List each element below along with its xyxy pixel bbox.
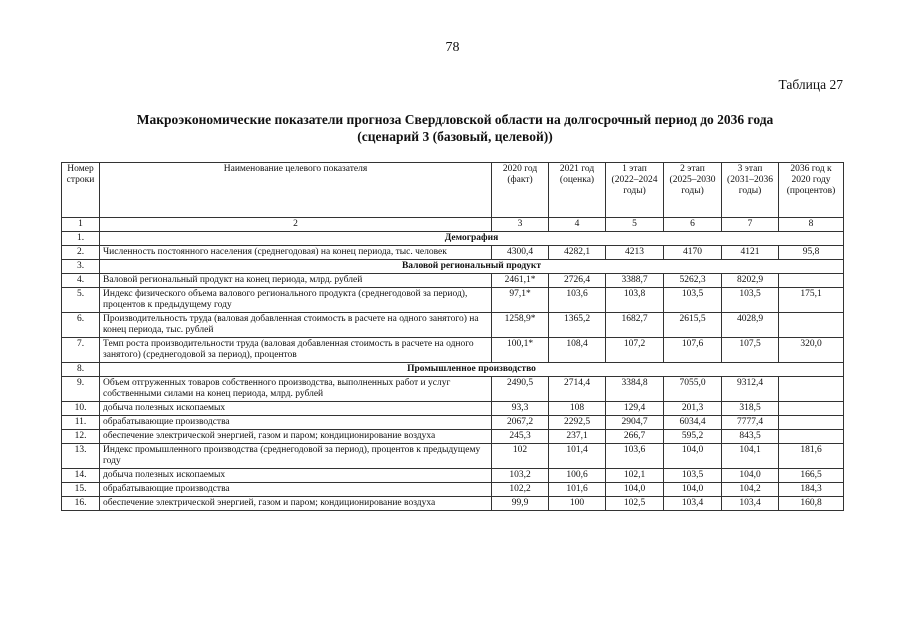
row-number: 14. xyxy=(62,469,100,483)
indicator-name: обеспечение электрической энергией, газом и паром; кондиционирование воздуха xyxy=(100,430,492,444)
column-number: 1 xyxy=(62,218,100,232)
value-cell: 2714,4 xyxy=(549,377,606,402)
value-cell: 101,4 xyxy=(549,444,606,469)
value-cell: 318,5 xyxy=(722,402,779,416)
table-row xyxy=(62,402,844,416)
value-cell: 245,3 xyxy=(492,430,549,444)
column-number: 5 xyxy=(606,218,664,232)
value-cell xyxy=(779,377,844,402)
value-cell: 103,5 xyxy=(664,469,722,483)
indicator-name: Индекс промышленного производства (среднегодовой за период), процентов к предыдущему году xyxy=(100,444,492,469)
value-cell: 7055,0 xyxy=(664,377,722,402)
table-row xyxy=(62,430,844,444)
value-cell: 320,0 xyxy=(779,338,844,363)
value-cell: 108 xyxy=(549,402,606,416)
indicator-name: Индекс физического объема валового регионального продукта (среднегодовой за период), процентов к предыдущему году xyxy=(100,288,492,313)
value-cell: 101,6 xyxy=(549,483,606,497)
value-cell: 9312,4 xyxy=(722,377,779,402)
header-2021: 2021 год (оценка) xyxy=(549,163,606,218)
column-number: 3 xyxy=(492,218,549,232)
value-cell: 103,4 xyxy=(722,497,779,511)
row-number: 4. xyxy=(62,274,100,288)
value-cell: 104,0 xyxy=(606,483,664,497)
indicator-name: Темп роста производительности труда (валовая добавленная стоимость в расчете на одного занятого) (среднегодовой за период), процентов xyxy=(100,338,492,363)
value-cell: 103,5 xyxy=(722,288,779,313)
section-title: Промышленное производство xyxy=(100,363,844,377)
row-number: 3. xyxy=(62,260,100,274)
table-row xyxy=(62,246,844,260)
section-title: Демография xyxy=(100,232,844,246)
value-cell: 103,2 xyxy=(492,469,549,483)
row-number: 12. xyxy=(62,430,100,444)
row-number: 10. xyxy=(62,402,100,416)
value-cell xyxy=(779,274,844,288)
value-cell: 181,6 xyxy=(779,444,844,469)
row-number: 5. xyxy=(62,288,100,313)
table-label: Таблица 27 xyxy=(778,77,843,92)
value-cell: 2067,2 xyxy=(492,416,549,430)
value-cell xyxy=(779,313,844,338)
row-number: 8. xyxy=(62,363,100,377)
indicator-name: Численность постоянного населения (среднегодовая) на конец периода, тыс. человек xyxy=(100,246,492,260)
value-cell: 8202,9 xyxy=(722,274,779,288)
value-cell: 100,6 xyxy=(549,469,606,483)
value-cell: 103,4 xyxy=(664,497,722,511)
value-cell: 95,8 xyxy=(779,246,844,260)
row-number: 9. xyxy=(62,377,100,402)
value-cell: 2292,5 xyxy=(549,416,606,430)
title-line-1: Макроэкономические показатели прогноза Свердловской области на долгосрочный период до 2036 года xyxy=(136,112,774,127)
value-cell: 3388,7 xyxy=(606,274,664,288)
value-cell: 93,3 xyxy=(492,402,549,416)
value-cell: 104,1 xyxy=(722,444,779,469)
row-number: 16. xyxy=(62,497,100,511)
value-cell: 2461,1* xyxy=(492,274,549,288)
value-cell: 184,3 xyxy=(779,483,844,497)
value-cell: 102,5 xyxy=(606,497,664,511)
value-cell: 266,7 xyxy=(606,430,664,444)
value-cell: 4213 xyxy=(606,246,664,260)
indicator-name: Объем отгруженных товаров собственного производства, выполненных работ и услуг собственными силами на конец периода, млрд. рублей xyxy=(100,377,492,402)
value-cell: 103,8 xyxy=(606,288,664,313)
value-cell: 102,1 xyxy=(606,469,664,483)
value-cell: 104,0 xyxy=(664,444,722,469)
table-body xyxy=(62,232,844,511)
table-row xyxy=(62,469,844,483)
column-number: 6 xyxy=(664,218,722,232)
value-cell: 237,1 xyxy=(549,430,606,444)
value-cell: 160,8 xyxy=(779,497,844,511)
page-number: 78 xyxy=(445,40,460,55)
header-2036-vs-2020: 2036 год к 2020 году (процентов) xyxy=(779,163,844,218)
value-cell: 7777,4 xyxy=(722,416,779,430)
value-cell xyxy=(779,402,844,416)
value-cell: 104,0 xyxy=(722,469,779,483)
document-title xyxy=(60,111,850,145)
indicator-name: обеспечение электрической энергией, газом и паром; кондиционирование воздуха xyxy=(100,497,492,511)
table-row xyxy=(62,313,844,338)
column-number: 8 xyxy=(779,218,844,232)
indicator-name: Производительность труда (валовая добавленная стоимость в расчете на одного занятого) на конец периода, тыс. рублей xyxy=(100,313,492,338)
section-row xyxy=(62,232,844,246)
value-cell: 100,1* xyxy=(492,338,549,363)
value-cell: 104,2 xyxy=(722,483,779,497)
value-cell xyxy=(779,416,844,430)
value-cell: 107,2 xyxy=(606,338,664,363)
value-cell: 4028,9 xyxy=(722,313,779,338)
title-line-2: (сценарий 3 (базовый, целевой)) xyxy=(357,129,553,144)
value-cell: 2615,5 xyxy=(664,313,722,338)
indicator-name: обрабатывающие производства xyxy=(100,416,492,430)
row-number: 1. xyxy=(62,232,100,246)
table-row xyxy=(62,416,844,430)
row-number: 15. xyxy=(62,483,100,497)
header-2020: 2020 год (факт) xyxy=(492,163,549,218)
indicator-name: Валовой региональный продукт на конец периода, млрд. рублей xyxy=(100,274,492,288)
row-number: 7. xyxy=(62,338,100,363)
header-indicator: Наименование целевого показателя xyxy=(100,163,492,218)
indicator-name: добыча полезных ископаемых xyxy=(100,402,492,416)
value-cell: 166,5 xyxy=(779,469,844,483)
value-cell: 2726,4 xyxy=(549,274,606,288)
value-cell: 102,2 xyxy=(492,483,549,497)
value-cell: 175,1 xyxy=(779,288,844,313)
value-cell: 100 xyxy=(549,497,606,511)
row-number: 2. xyxy=(62,246,100,260)
value-cell: 102 xyxy=(492,444,549,469)
row-number: 6. xyxy=(62,313,100,338)
value-cell: 103,6 xyxy=(606,444,664,469)
table-row xyxy=(62,377,844,402)
value-cell: 2490,5 xyxy=(492,377,549,402)
table-row xyxy=(62,444,844,469)
column-number: 7 xyxy=(722,218,779,232)
header-stage-1: 1 этап (2022–2024 годы) xyxy=(606,163,664,218)
value-cell: 4282,1 xyxy=(549,246,606,260)
value-cell: 201,3 xyxy=(664,402,722,416)
column-number: 2 xyxy=(100,218,492,232)
indicators-table xyxy=(61,162,844,511)
row-number: 13. xyxy=(62,444,100,469)
value-cell: 103,6 xyxy=(549,288,606,313)
header-stage-2: 2 этап (2025–2030 годы) xyxy=(664,163,722,218)
value-cell: 3384,8 xyxy=(606,377,664,402)
table-row xyxy=(62,338,844,363)
value-cell: 107,6 xyxy=(664,338,722,363)
table-row xyxy=(62,274,844,288)
row-number: 11. xyxy=(62,416,100,430)
value-cell: 108,4 xyxy=(549,338,606,363)
value-cell: 104,0 xyxy=(664,483,722,497)
value-cell: 4300,4 xyxy=(492,246,549,260)
header-row-number: Номер строки xyxy=(62,163,100,218)
indicator-name: добыча полезных ископаемых xyxy=(100,469,492,483)
table-row xyxy=(62,483,844,497)
value-cell: 1258,9* xyxy=(492,313,549,338)
header-stage-3: 3 этап (2031–2036 годы) xyxy=(722,163,779,218)
table-row xyxy=(62,288,844,313)
value-cell: 97,1* xyxy=(492,288,549,313)
value-cell: 99,9 xyxy=(492,497,549,511)
value-cell: 107,5 xyxy=(722,338,779,363)
indicator-name: обрабатывающие производства xyxy=(100,483,492,497)
value-cell: 2904,7 xyxy=(606,416,664,430)
value-cell: 4121 xyxy=(722,246,779,260)
section-row xyxy=(62,260,844,274)
value-cell: 4170 xyxy=(664,246,722,260)
value-cell: 1365,2 xyxy=(549,313,606,338)
section-row xyxy=(62,363,844,377)
table-header-row xyxy=(62,163,844,218)
table-row xyxy=(62,497,844,511)
value-cell: 595,2 xyxy=(664,430,722,444)
value-cell: 1682,7 xyxy=(606,313,664,338)
column-number: 4 xyxy=(549,218,606,232)
value-cell: 5262,3 xyxy=(664,274,722,288)
value-cell: 129,4 xyxy=(606,402,664,416)
value-cell: 843,5 xyxy=(722,430,779,444)
section-title: Валовой региональный продукт xyxy=(100,260,844,274)
value-cell xyxy=(779,430,844,444)
value-cell: 6034,4 xyxy=(664,416,722,430)
value-cell: 103,5 xyxy=(664,288,722,313)
column-number-row xyxy=(62,218,844,232)
